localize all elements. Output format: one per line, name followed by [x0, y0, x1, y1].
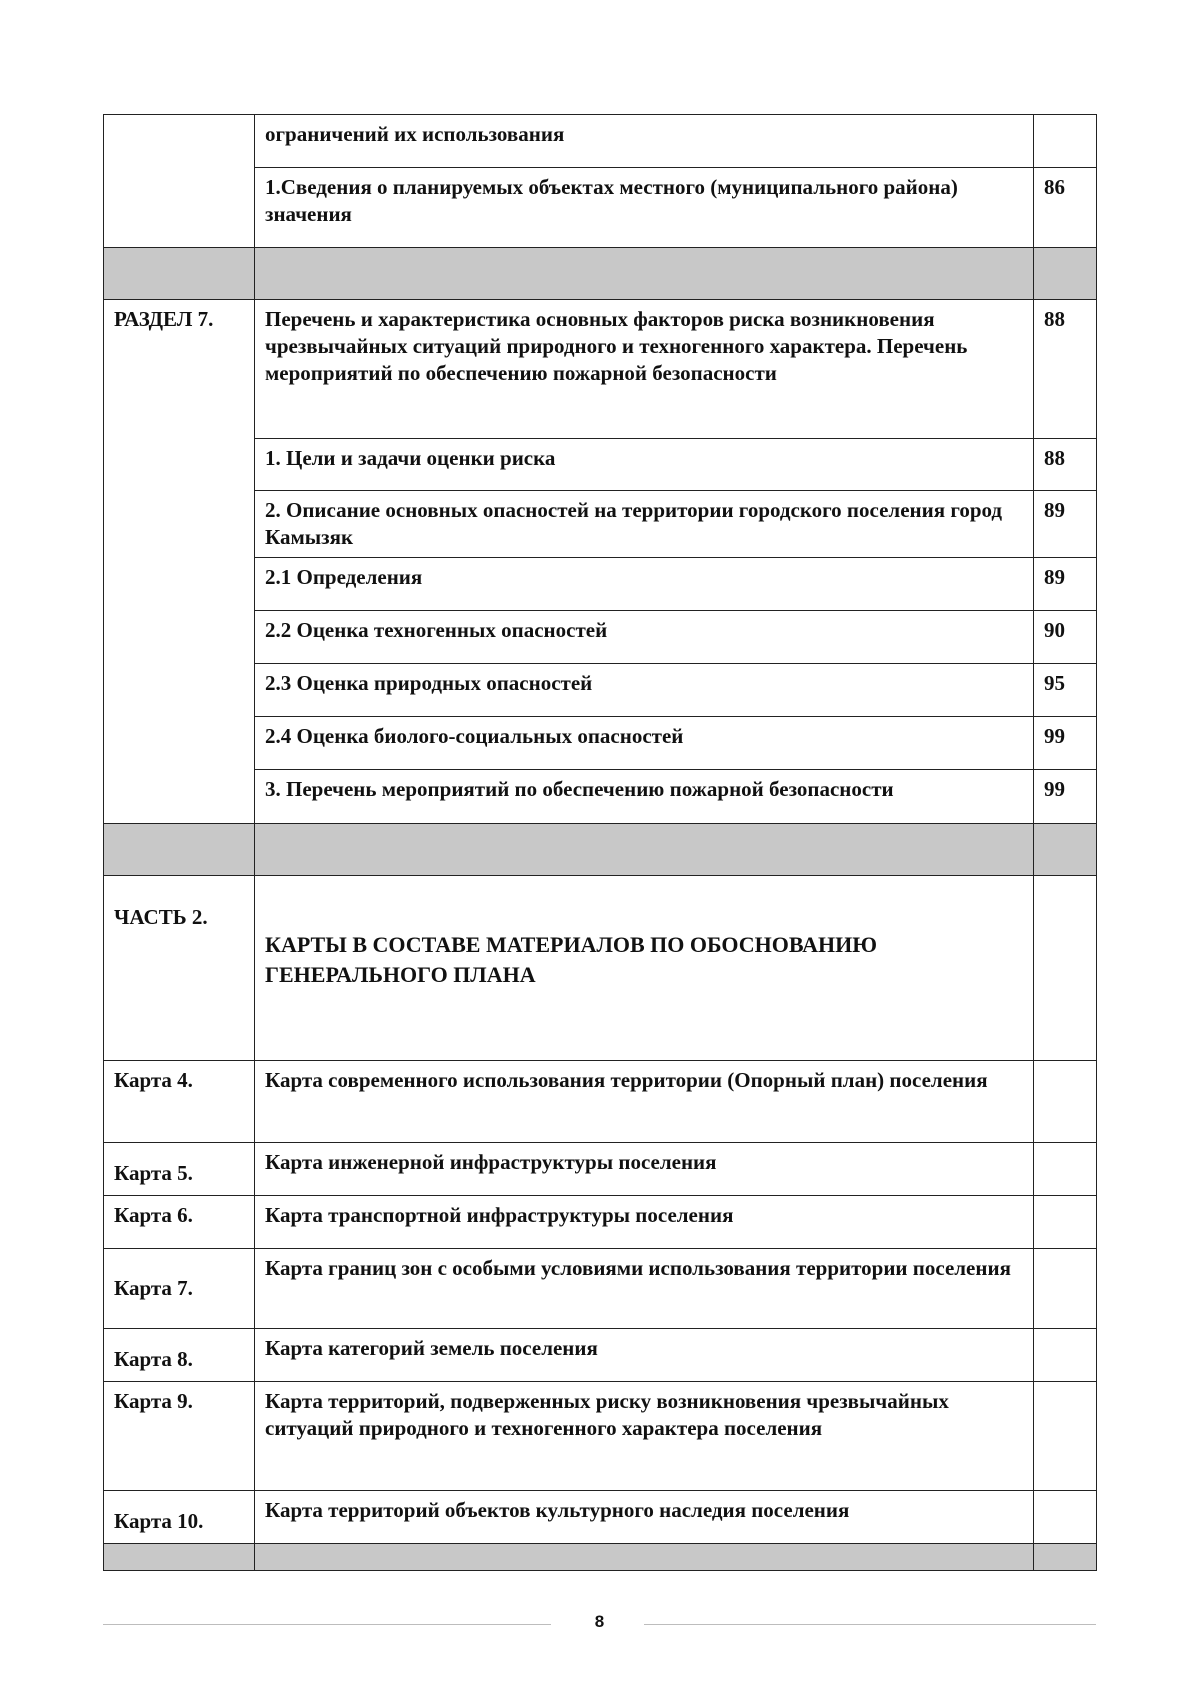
- toc-page: [1034, 1061, 1097, 1143]
- toc-page: 88: [1034, 300, 1097, 439]
- toc-row: [104, 1061, 1097, 1143]
- toc-page: [1034, 1544, 1097, 1571]
- toc-row: [104, 300, 1097, 439]
- toc-separator-row: [104, 1544, 1097, 1571]
- page-number: 8: [594, 1612, 605, 1631]
- toc-row: [104, 1491, 1097, 1544]
- toc-page: [1034, 1491, 1097, 1544]
- toc-map-label: Карта 6.: [104, 1196, 255, 1249]
- toc-map-label: Карта 4.: [104, 1061, 255, 1143]
- toc-title: Карта территорий, подверженных риску возникновения чрезвычайных ситуаций природного и техногенного характера поселения: [255, 1382, 1034, 1491]
- toc-label-cell: [104, 1544, 255, 1571]
- toc-title: Перечень и характеристика основных факторов риска возникновения чрезвычайных ситуаций природного и техногенного характера. Перечень мероприятий по обеспечению пожарной безопасности: [255, 300, 1034, 439]
- toc-title: ограничений их использования: [255, 115, 1034, 168]
- toc-title: 1.Сведения о планируемых объектах местного (муниципального района) значения: [255, 168, 1034, 248]
- toc-part-label: ЧАСТЬ 2.: [104, 876, 255, 1061]
- toc-page: [1034, 248, 1097, 300]
- toc-title: 3. Перечень мероприятий по обеспечению пожарной безопасности: [255, 770, 1034, 824]
- toc-title: [255, 248, 1034, 300]
- toc-title: Карта транспортной инфраструктуры поселения: [255, 1196, 1034, 1249]
- toc-separator-row: [104, 824, 1097, 876]
- toc-page: [1034, 115, 1097, 168]
- toc-title: 2.4 Оценка биолого-социальных опасностей: [255, 717, 1034, 770]
- toc-label-cell: [104, 824, 255, 876]
- toc-row: [104, 1143, 1097, 1196]
- toc-page: [1034, 1249, 1097, 1329]
- toc-page: 99: [1034, 717, 1097, 770]
- toc-page: 86: [1034, 168, 1097, 248]
- page-footer: [103, 1612, 1096, 1636]
- toc-map-label: Карта 9.: [104, 1382, 255, 1491]
- toc-title: Карта границ зон с особыми условиями использования территории поселения: [255, 1249, 1034, 1329]
- toc-page: 90: [1034, 611, 1097, 664]
- toc-page: 99: [1034, 770, 1097, 824]
- toc-part-title: КАРТЫ В СОСТАВЕ МАТЕРИАЛОВ ПО ОБОСНОВАНИЮ ГЕНЕРАЛЬНОГО ПЛАНА: [255, 876, 1034, 1061]
- toc-separator-row: [104, 248, 1097, 300]
- toc-page: 95: [1034, 664, 1097, 717]
- toc-label-cell: [104, 115, 255, 248]
- toc-row: [104, 1329, 1097, 1382]
- toc-page: 88: [1034, 439, 1097, 491]
- toc-section-label: РАЗДЕЛ 7.: [104, 300, 255, 824]
- toc-page: [1034, 1196, 1097, 1249]
- toc-title: Карта территорий объектов культурного наследия поселения: [255, 1491, 1034, 1544]
- toc-row: [104, 115, 1097, 168]
- toc-title: 1. Цели и задачи оценки риска: [255, 439, 1034, 491]
- toc-title: 2. Описание основных опасностей на территории городского поселения город Камызяк: [255, 491, 1034, 558]
- toc-page: [1034, 824, 1097, 876]
- toc-map-label: Карта 7.: [104, 1249, 255, 1329]
- toc-map-label: Карта 8.: [104, 1329, 255, 1382]
- toc-page: [1034, 1329, 1097, 1382]
- toc-title: 2.3 Оценка природных опасностей: [255, 664, 1034, 717]
- toc-map-label: Карта 5.: [104, 1143, 255, 1196]
- toc-page: 89: [1034, 558, 1097, 611]
- toc-page: 89: [1034, 491, 1097, 558]
- toc-table: [103, 114, 1097, 1571]
- toc-title: Карта современного использования территории (Опорный план) поселения: [255, 1061, 1034, 1143]
- toc-title: Карта категорий земель поселения: [255, 1329, 1034, 1382]
- toc-label-cell: [104, 248, 255, 300]
- toc-title: [255, 1544, 1034, 1571]
- toc-row: [104, 1382, 1097, 1491]
- toc-title: 2.2 Оценка техногенных опасностей: [255, 611, 1034, 664]
- toc-map-label: Карта 10.: [104, 1491, 255, 1544]
- toc-row: [104, 876, 1097, 1061]
- toc-title: [255, 824, 1034, 876]
- toc-page: [1034, 1382, 1097, 1491]
- toc-title: Карта инженерной инфраструктуры поселения: [255, 1143, 1034, 1196]
- toc-title: 2.1 Определения: [255, 558, 1034, 611]
- toc-row: [104, 1249, 1097, 1329]
- toc-page: [1034, 1143, 1097, 1196]
- toc-row: [104, 1196, 1097, 1249]
- toc-page: [1034, 876, 1097, 1061]
